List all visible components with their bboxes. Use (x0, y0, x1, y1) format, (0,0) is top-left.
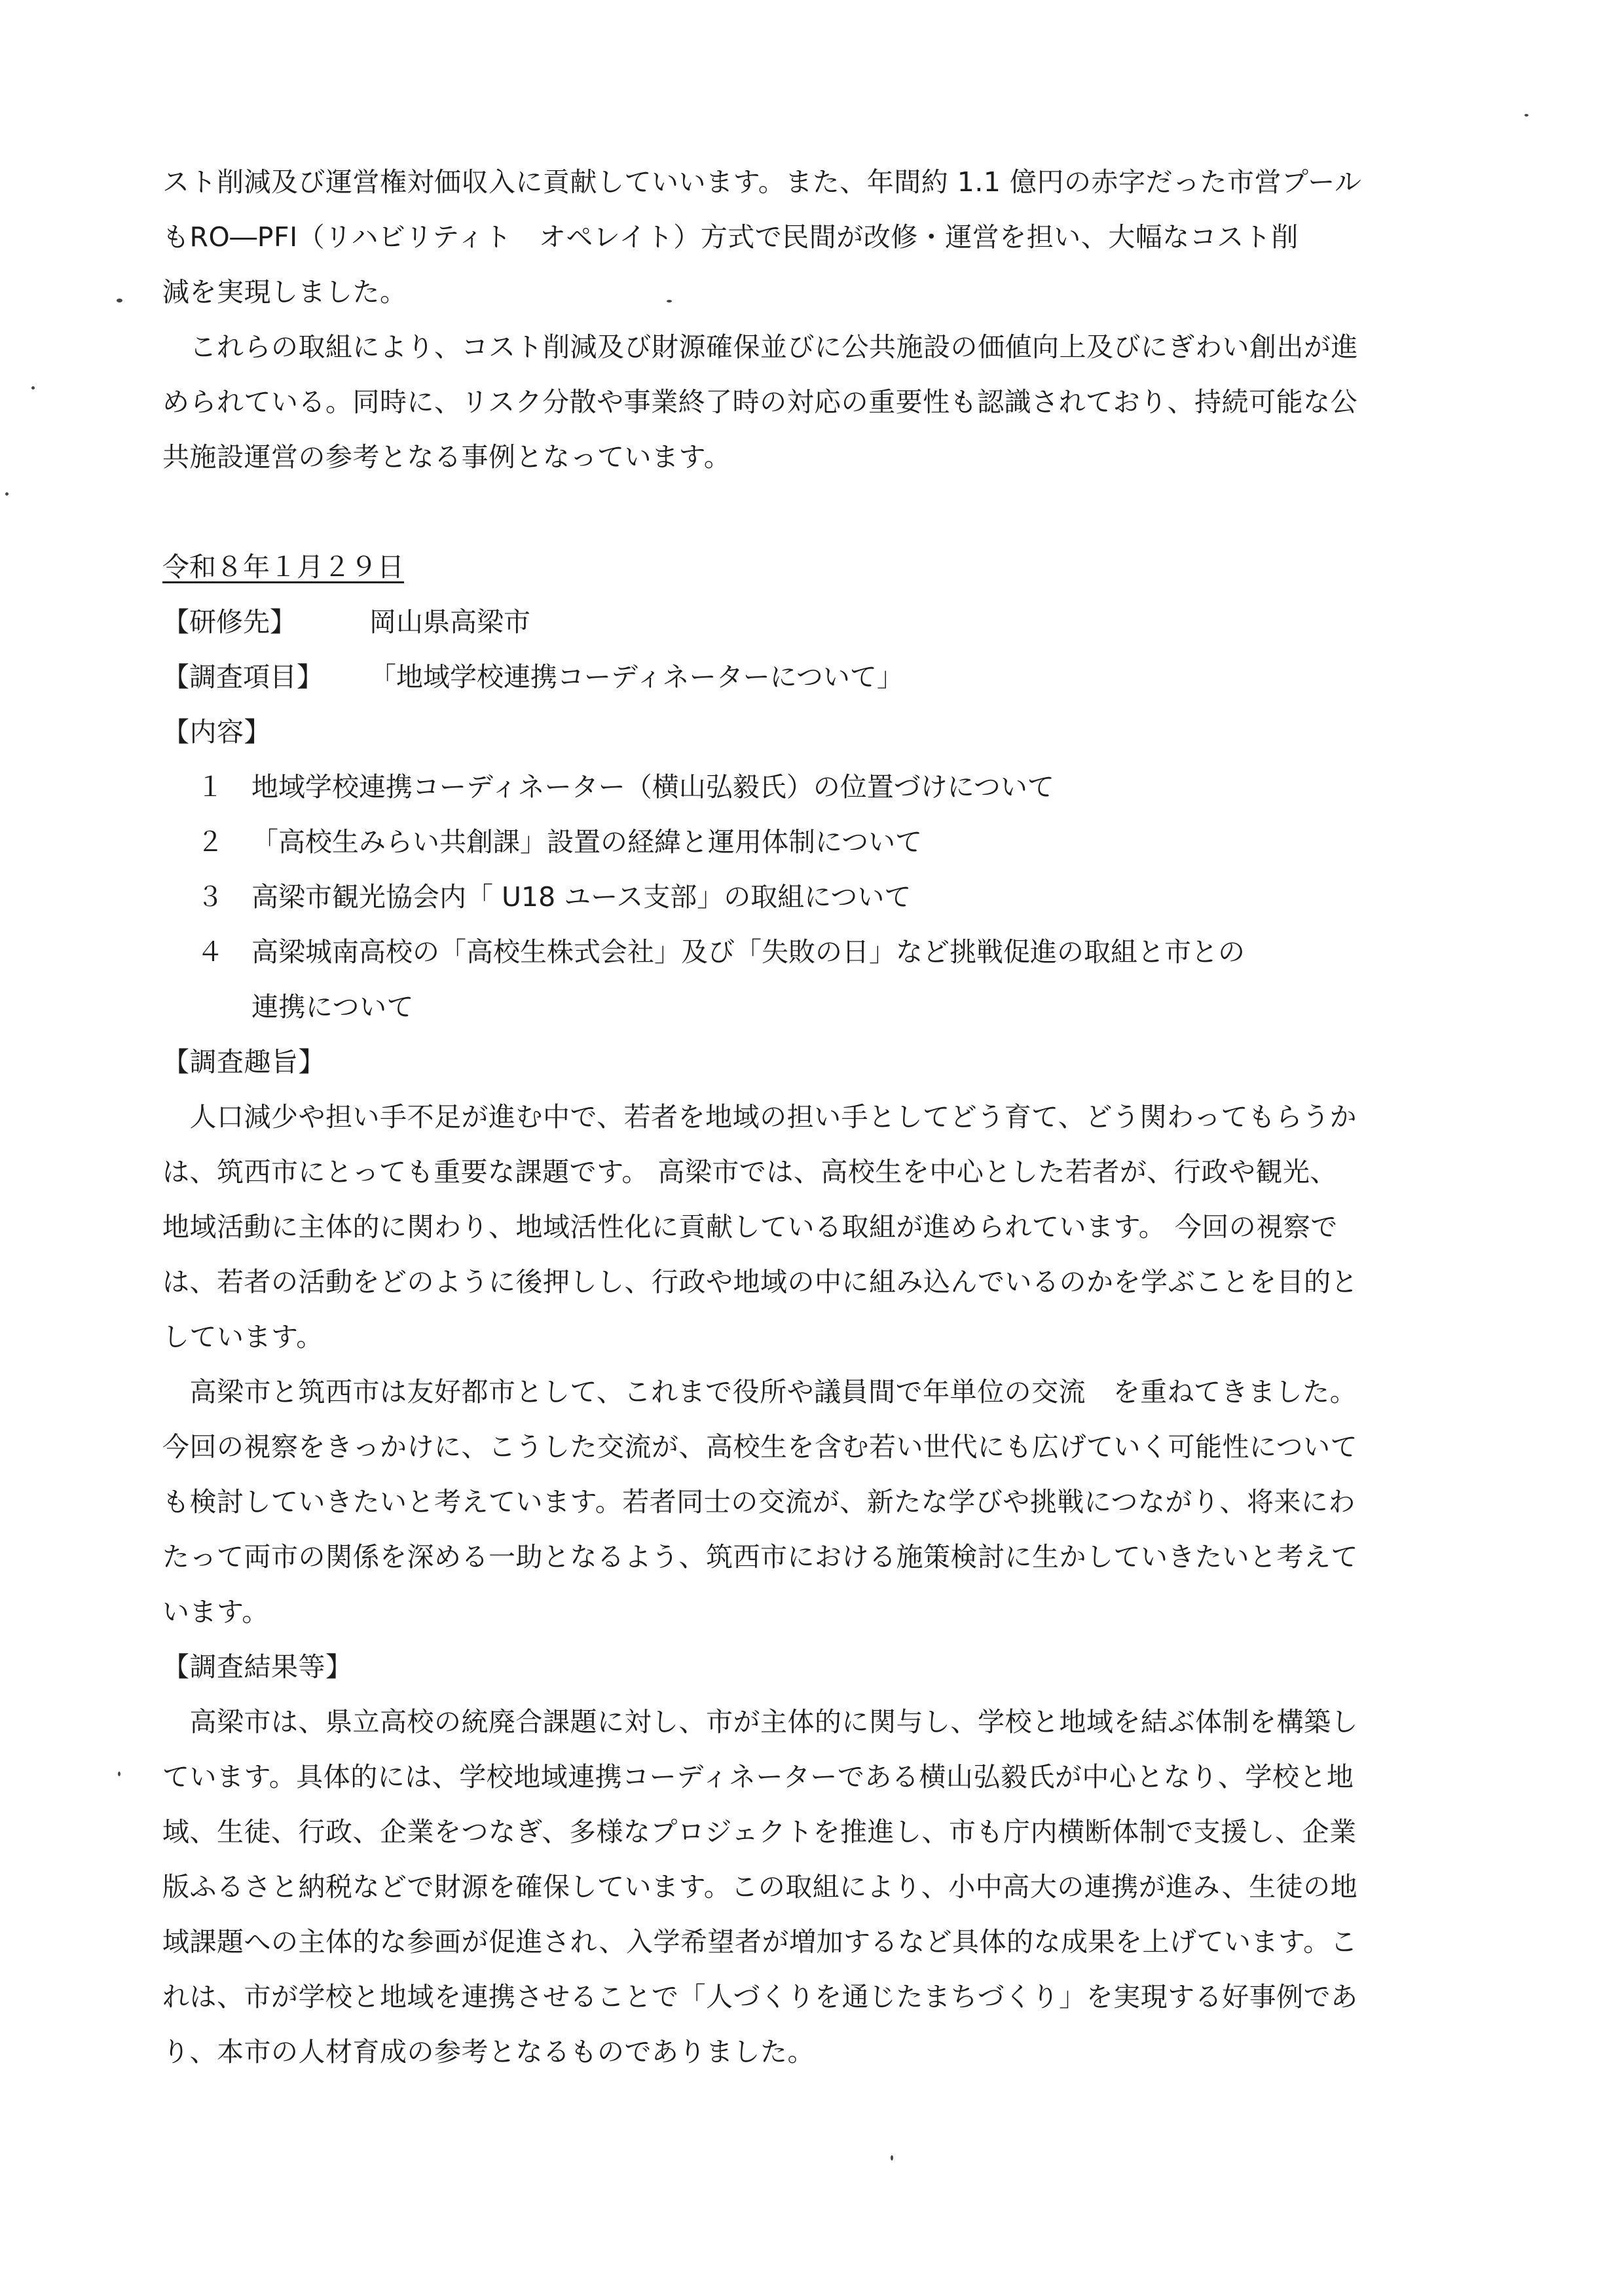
contents-item-number: １ (196, 771, 224, 803)
contents-item-text: 高梁市観光協会内「 U18 ユース支部」の取組について (251, 881, 912, 913)
intro-line: これらの取組により、コスト削減及び財源確保並びに公共施設の価値向上及びにぎわい創出が進 (162, 331, 1358, 363)
purpose-line: います。 (162, 1596, 269, 1628)
destination-row (162, 594, 1498, 649)
contents-item-number: ２ (196, 826, 224, 858)
contents-item-number: ４ (196, 936, 224, 968)
results-line: 域、生徒、行政、企業をつなぎ、多様なプロジェクトを推進し、市も庁内横断体制で支援し、企業 (162, 1816, 1357, 1848)
scan-speck (5, 492, 9, 496)
contents-item-text: 高梁城南高校の「高校生株式会社」及び「失敗の日」など挑戦促進の取組と市との (251, 936, 1245, 968)
purpose-line: たって両市の関係を深める一助となるよう、筑西市における施策検討に生かしていきたいと考えて (162, 1541, 1358, 1573)
results-label: 【調査結果等】 (162, 1651, 353, 1683)
purpose-line: 人口減少や担い手不足が進む中で、若者を地域の担い手としてどう育て、どう関わってもらうか (162, 1101, 1357, 1133)
subject-value: 「地域学校連携コーディネーターについて」 (369, 661, 904, 693)
contents-label: 【内容】 (162, 716, 271, 748)
intro-line: もRO―PFI（リハビリティト オペレイト）方式で民間が改修・運営を担い、大幅なコスト削 (162, 221, 1299, 253)
purpose-line: は、筑西市にとっても重要な課題です。 高梁市では、高校生を中心とした若者が、行政や観光、 (162, 1156, 1337, 1188)
scan-speck (891, 2155, 893, 2160)
contents-item-continuation: 連携について (251, 991, 415, 1023)
intro-line: スト削減及び運営権対価収入に貢献していいます。また、年間約 1.1 億円の赤字だった市営プール (162, 166, 1362, 198)
visit-date: 令和８年１月２９日 (162, 551, 404, 583)
scan-speck (31, 386, 35, 390)
scan-speck (1524, 114, 1528, 117)
contents-item (162, 759, 1498, 814)
purpose-line: 今回の視察をきっかけに、こうした交流が、高校生を含む若い世代にも広げていく可能性について (162, 1431, 1358, 1463)
intro-line: められている。同時に、リスク分散や事業終了時の対応の重要性も認識されており、持続可能な公 (162, 386, 1358, 418)
scan-speck (118, 1772, 120, 1776)
contents-item-text: 「高校生みらい共創課」設置の経緯と運用体制について (251, 826, 923, 858)
scan-speck (117, 299, 122, 302)
destination-label: 【研修先】 (162, 606, 297, 638)
destination-value: 岡山県高梁市 (369, 606, 530, 638)
results-line: ています。具体的には、学校地域連携コーディネーターである横山弘毅氏が中心となり、学校と地 (162, 1761, 1354, 1793)
contents-item (162, 814, 1498, 869)
scan-speck (667, 300, 672, 302)
purpose-line: は、若者の活動をどのように後押しし、行政や地域の中に組み込んでいるのかを学ぶことを目的と (162, 1266, 1358, 1298)
document-page (162, 155, 1498, 2079)
results-line: 高梁市は、県立高校の統廃合課題に対し、市が主体的に関与し、学校と地域を結ぶ体制を構築し (162, 1706, 1358, 1738)
purpose-line: 地域活動に主体的に関わり、地域活性化に貢献している取組が進められています。 今回の視察で (162, 1211, 1338, 1243)
contents-item (162, 924, 1498, 979)
results-line: 版ふるさと納税などで財源を確保しています。この取組により、小中高大の連携が進み、生徒の地 (162, 1871, 1358, 1903)
results-line: 域課題への主体的な参画が促進され、入学希望者が増加するなど具体的な成果を上げています。こ (162, 1926, 1358, 1958)
contents-item-number: ３ (196, 881, 224, 913)
purpose-label: 【調査趣旨】 (162, 1046, 325, 1078)
results-line: り、本市の人材育成の参考となるものでありました。 (162, 2036, 815, 2068)
results-line: れは、市が学校と地域を連携させることで「人づくりを通じたまちづくり」を実現する好事例であ (162, 1981, 1358, 2013)
intro-line: 共施設運営の参考となる事例となっています。 (162, 441, 731, 473)
contents-item-text: 地域学校連携コーディネーター（横山弘毅氏）の位置づけについて (251, 771, 1054, 803)
contents-item (162, 869, 1498, 924)
subject-row (162, 649, 1498, 704)
purpose-line: しています。 (162, 1321, 323, 1353)
spacer (162, 484, 1498, 539)
purpose-line: も検討していきたいと考えています。若者同士の交流が、新たな学びや挑戦につながり、将来にわ (162, 1486, 1356, 1518)
subject-label: 【調査項目】 (162, 661, 323, 693)
purpose-line: 高梁市と筑西市は友好都市として、これまで役所や議員間で年単位の交流 を重ねてきました。 (162, 1376, 1357, 1408)
intro-line: 減を実現しました。 (162, 276, 407, 308)
